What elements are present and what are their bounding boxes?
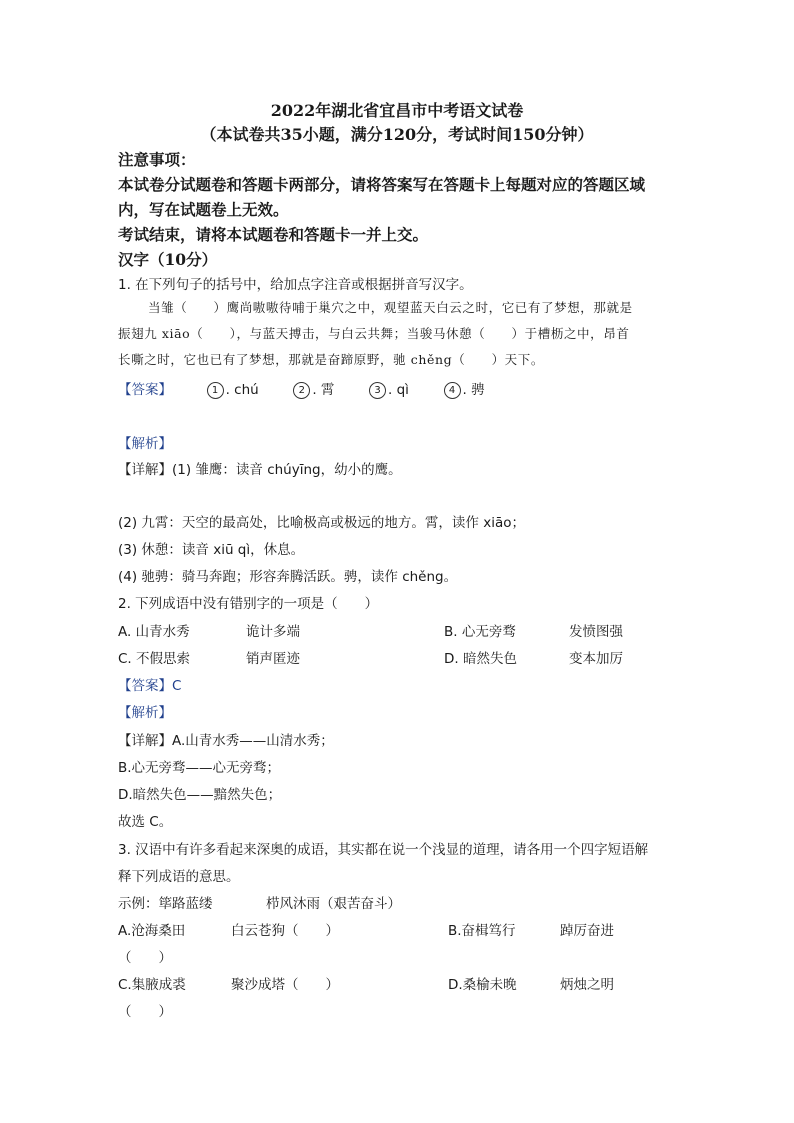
q2-detail-4: 故选 C。 [118,814,173,830]
q1-answer-row [118,378,485,399]
answer-label: 【答案】 [118,382,172,398]
q2-detail-1: 【详解】A.山青水秀——山清水秀； [118,733,334,749]
circled-number-4: 4 [444,382,461,399]
q3-example-value: 栉风沐雨（艰苦奋斗） [266,896,401,912]
q2-option-d-second: 变本加厉 [569,651,623,667]
q2-answer: 【答案】C [118,678,182,694]
q2-detail-2: B.心无旁骛——心无旁骛； [118,760,281,776]
exam-title: 2022年湖北省宜昌市中考语文试卷 [270,101,524,120]
notice-line-1: 本试卷分试题卷和答题卡两部分，请将答案写在答题卡上每题对应的答题区域 [118,175,646,194]
notice-line-3: 考试结束，请将本试题卷和答题卡一并上交。 [118,225,429,244]
q1-detail-1: 【详解】(1) 雏鹰：读音 chúyīng，幼小的鹰。 [118,462,402,478]
q2-option-c-second: 销声匿迹 [246,651,300,667]
q3-stem-line-2: 释下列成语的意思。 [118,869,240,885]
q2-detail-3: D.暗然失色——黯然失色； [118,787,282,803]
notice-line-2: 内，写在试题卷上无效。 [118,200,289,219]
q1-detail-4: (4) 驰骋：骑马奔跑；形容奔腾活跃。骋，读作 chěng。 [118,569,458,585]
q3-option-c: C.集腋成裘 [118,977,186,993]
q1-passage-line-1: 当雏（ ）鹰尚嗷嗷待哺于巢穴之中，观望蓝天白云之时，它已有了梦想，那就是 [148,300,633,315]
q2-option-a: A. 山青水秀 [118,624,190,640]
q1-detail-3: (3) 休憩：读音 xiū qì，休息。 [118,542,305,558]
q1-answer-3: 3 . qì [369,382,409,398]
q3-option-d-second: 炳烛之明 [560,977,614,993]
q3-stem-line-1: 3. 汉语中有许多看起来深奥的成语，其实都在说一个浅显的道理，请各用一个四字短语解 [118,842,649,858]
q3-option-d: D.桑榆未晚 [448,977,517,993]
q3-example-label: 示例：筚路蓝缕 [118,896,213,912]
q1-answer-4: 4 . 骋 [444,382,485,398]
q3-option-a-second: 白云苍狗（ ） [231,923,339,939]
section-heading: 汉字（10分） [118,250,218,269]
q3-option-b-blank: （ ） [118,950,172,966]
q1-passage-line-3: 长嘶之时，它也已有了梦想，那就是奋蹄原野，驰 chěng（ ）天下。 [118,352,544,367]
q3-option-b: B.奋楫笃行 [448,923,516,939]
q1-detail-2: (2) 九霄：天空的最高处，比喻极高或极远的地方。霄，读作 xiāo； [118,515,525,531]
circled-number-3: 3 [369,382,386,399]
circled-number-2: 2 [293,382,310,399]
q3-option-c-second: 聚沙成塔（ ） [231,977,339,993]
q2-option-c: C. 不假思索 [118,651,191,667]
q2-option-b-second: 发愤图强 [569,624,623,640]
q2-analysis-label: 【解析】 [118,705,172,721]
q1-answer-1: 1 . chú [207,382,259,398]
q3-option-b-second: 踔厉奋进 [560,923,614,939]
exam-subtitle: （本试卷共35小题，满分120分，考试时间150分钟） [200,125,594,144]
q3-option-a: A.沧海桑田 [118,923,186,939]
q1-answer-2: 2 . 霄 [293,382,334,398]
q1-stem: 1. 在下列句子的括号中，给加点字注音或根据拼音写汉字。 [118,277,473,293]
q2-option-d: D. 暗然失色 [444,651,517,667]
q2-option-b: B. 心无旁骛 [444,624,516,640]
q2-stem: 2. 下列成语中没有错别字的一项是（ ） [118,596,379,612]
q2-option-a-second: 诡计多端 [246,624,300,640]
q1-analysis-label: 【解析】 [118,436,172,452]
q3-option-d-blank: （ ） [118,1004,172,1020]
notice-heading: 注意事项： [118,150,196,169]
q1-passage-line-2: 振翅九 xiāo（ ），与蓝天搏击，与白云共舞；当骏马休憩（ ）于槽枥之中，昂首 [118,326,630,341]
circled-number-1: 1 [207,382,224,399]
